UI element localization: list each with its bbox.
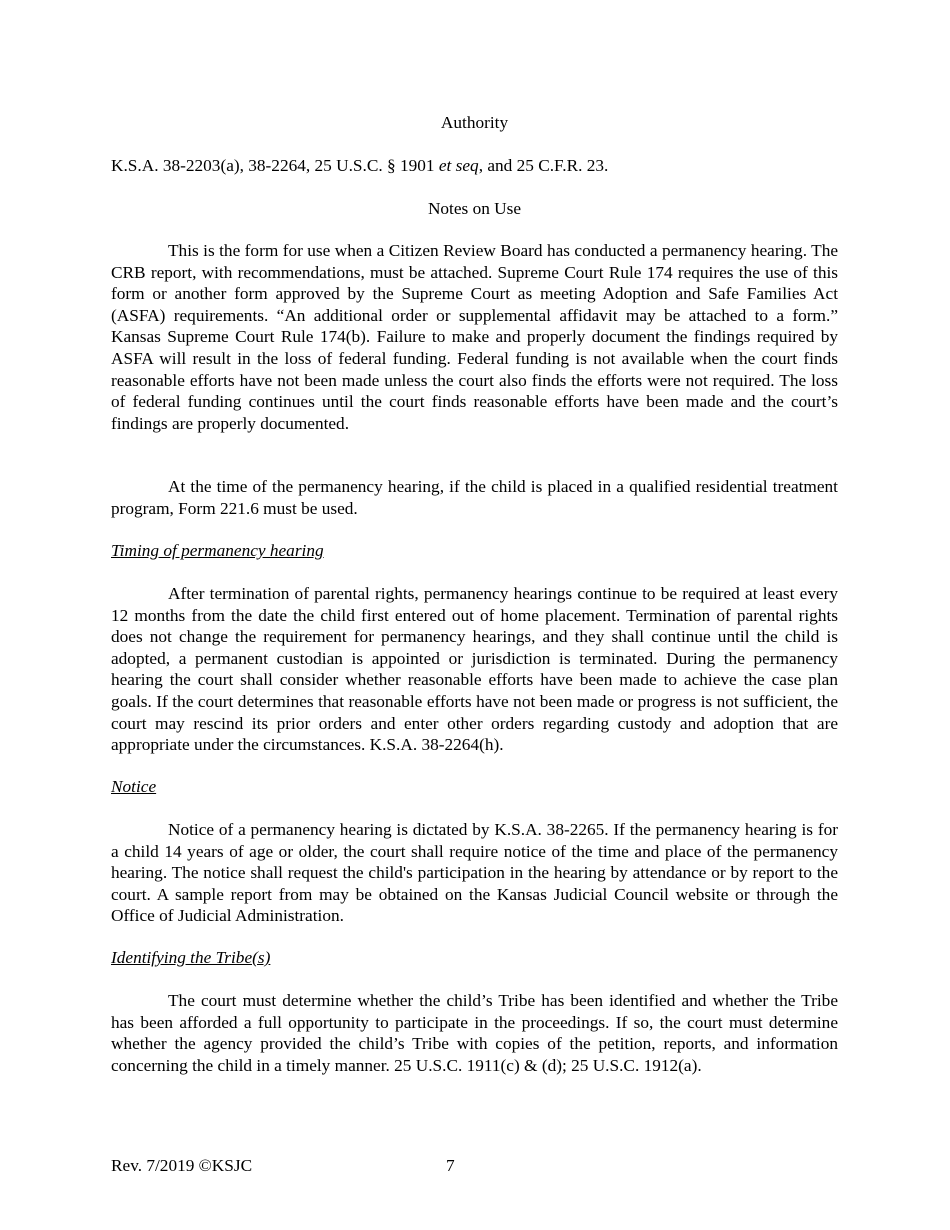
- citation-prefix: K.S.A. 38-2203(a), 38-2264, 25 U.S.C. § 1901: [111, 156, 439, 175]
- citation-suffix: , and 25 C.F.R. 23.: [478, 156, 609, 175]
- notice-heading: Notice: [111, 777, 157, 796]
- authority-heading: Authority: [440, 113, 509, 132]
- notes-paragraph-2: At the time of the permanency hearing, if the child is placed in a qualified residential treatment program, Form 221.6 must be used.: [111, 477, 838, 518]
- authority-citation: [111, 155, 838, 177]
- notes-paragraph-1: This is the form for use when a Citizen Review Board has conducted a permanency hearing. The CRB report, with recommendations, must be attached. Supreme Court Rule 174 requires the use of this form or another form approved by the Supreme Court as meeting Adoption and Safe Families Act (ASFA) requirements. “An additional order or supplemental affidavit may be attached to a form.” Kansas Supreme Court Rule 174(b). Failure to make and properly document the findings required by ASFA will result in the loss of federal funding. Federal funding is not available when the court finds reasonable efforts have not been made unless the court also finds the efforts were not required. The loss of federal funding continues until the court finds reasonable efforts have been made and the court’s findings are properly documented.: [111, 241, 838, 433]
- tribe-heading: Identifying the Tribe(s): [111, 948, 271, 967]
- timing-paragraph: After termination of parental rights, permanency hearings continue to be required at least every 12 months from the date the child first entered out of home placement. Termination of parental rights does not change the requirement for permanency hearings, and they shall continue until the child is adopted, a permanent custodian is appointed or jurisdiction is terminated. During the permanency hearing the court shall consider whether reasonable efforts have been made to achieve the case plan goals. If the court determines that reasonable efforts have not been made or progress is not sufficient, the court may rescind its prior orders and enter other orders regarding custody and adoption that are appropriate under the circumstances. K.S.A. 38-2264(h).: [111, 584, 838, 755]
- footer-page-number: 7: [446, 1156, 455, 1175]
- notes-on-use-heading: Notes on Use: [427, 199, 522, 218]
- timing-heading: Timing of permanency hearing: [111, 541, 324, 560]
- tribe-paragraph: The court must determine whether the child’s Tribe has been identified and whether the Tribe has been afforded a full opportunity to participate in the proceedings. If so, the court must determine whether the agency provided the child’s Tribe with copies of the petition, reports, and information concerning the child in a timely manner. 25 U.S.C. 1911(c) & (d); 25 U.S.C. 1912(a).: [111, 991, 838, 1075]
- notice-paragraph: Notice of a permanency hearing is dictated by K.S.A. 38-2265. If the permanency hearing is for a child 14 years of age or older, the court shall require notice of the time and place of the permanency hearing. The notice shall request the child's participation in the hearing by attendance or by report to the court. A sample report from may be obtained on the Kansas Judicial Council website or through the Office of Judicial Administration.: [111, 820, 838, 926]
- citation-italic: et seq: [438, 156, 479, 175]
- footer-revision: Rev. 7/2019 ©KSJC: [111, 1156, 253, 1175]
